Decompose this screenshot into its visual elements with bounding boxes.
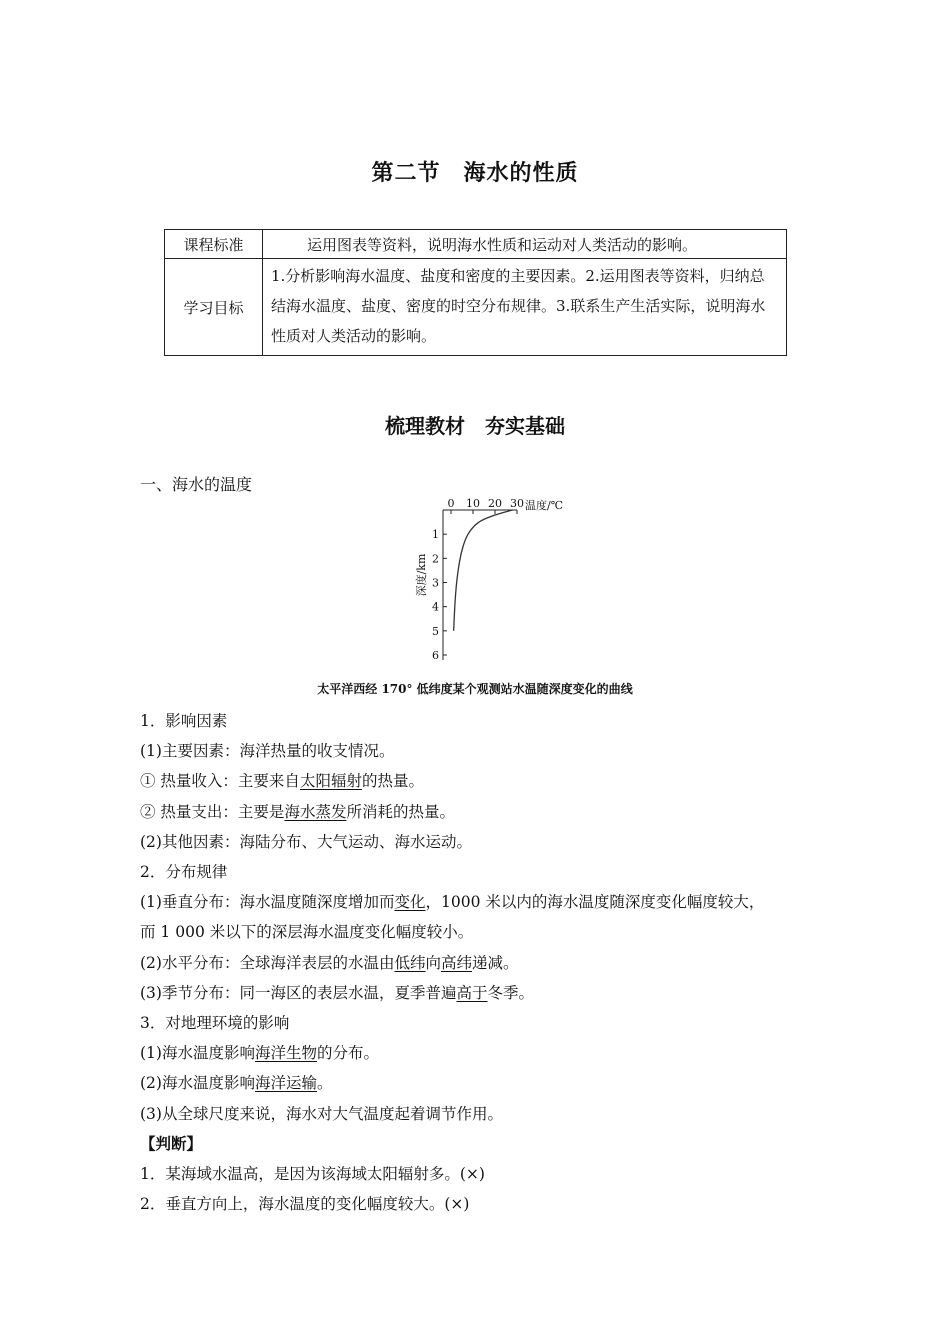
standards-header: 课程标准: [165, 230, 263, 259]
heading-ocean-temperature: 一、海水的温度: [140, 475, 253, 494]
paragraph: (2)水平分布：全球海洋表层的水温由低纬向高纬递减。: [140, 953, 519, 972]
judge-item: 2．垂直方向上，海水温度的变化幅度较大。(×): [140, 1195, 470, 1214]
answer-blank: 变化: [394, 893, 426, 912]
answer-blank: 低纬: [394, 953, 426, 972]
judge-item: 1．某海域水温高，是因为该海域太阳辐射多。(×): [140, 1165, 485, 1184]
paragraph: (3)从全球尺度来说，海水对大气温度起着调节作用。: [140, 1104, 503, 1123]
table-row: [165, 259, 787, 356]
temperature-depth-chart: [405, 495, 585, 670]
paragraph: (2)其他因素：海陆分布、大气运动、海水运动。: [140, 832, 472, 851]
paragraph: ② 热量支出：主要是海水蒸发所消耗的热量。: [140, 802, 455, 821]
subsection-title: 2．分布规律: [140, 863, 228, 882]
x-axis-label: 温度/℃: [525, 499, 564, 512]
paragraph: (1)垂直分布：海水温度随深度增加而变化，1000 米以内的海水温度随深度变化幅度较大，: [140, 893, 765, 912]
paragraph: (3)季节分布：同一海区的表层水温，夏季普遍高于冬季。: [140, 983, 534, 1002]
objectives-header: 学习目标: [165, 259, 263, 356]
paragraph: (2)海水温度影响海洋运输。: [140, 1074, 333, 1093]
paragraph: (1)主要因素：海洋热量的收支情况。: [140, 742, 395, 761]
answer-blank: 太阳辐射: [299, 772, 362, 791]
paragraph: 而 1 000 米以下的深层海水温度变化幅度较小。: [140, 923, 474, 942]
y-tick-label: 1: [432, 528, 439, 542]
objectives-content: 1.分析影响海水温度、盐度和密度的主要因素。2.运用图表等资料，归纳总结海水温度、盐度、密度的时空分布规律。3.联系生产生活实际，说明海水性质对人类活动的影响。: [263, 259, 787, 356]
subsection-title: 1．影响因素: [140, 712, 228, 730]
answer-blank: 高于: [456, 983, 488, 1002]
answer-blank: 海洋运输: [254, 1074, 317, 1093]
paragraph: (1)海水温度影响海洋生物的分布。: [140, 1044, 379, 1063]
section-title: 梳理教材 夯实基础: [385, 414, 565, 438]
answer-blank: 海水蒸发: [284, 802, 347, 821]
standards-content: 运用图表等资料，说明海水性质和运动对人类活动的影响。: [263, 230, 787, 259]
y-axis-label: 深度/km: [415, 553, 428, 597]
y-ticks: [432, 528, 447, 662]
judge-label: 【判断】: [140, 1134, 203, 1153]
answer-blank: 高纬: [441, 953, 473, 972]
body-text: [140, 706, 810, 1219]
y-tick-label: 2: [432, 552, 439, 566]
chart-caption: 太平洋西经 170° 低纬度某个观测站水温随深度变化的曲线: [317, 682, 633, 696]
page-title: 第二节 海水的性质: [371, 161, 579, 186]
subsection-title: 3．对地理环境的影响: [140, 1014, 290, 1033]
x-tick-label: 10: [466, 497, 480, 510]
standards-table: [164, 229, 787, 356]
temperature-curve: [454, 510, 513, 631]
paragraph: ① 热量收入：主要来自太阳辐射的热量。: [140, 772, 424, 791]
x-tick-label: 0: [447, 497, 455, 510]
y-tick-label: 5: [432, 624, 439, 638]
answer-blank: 海洋生物: [254, 1044, 317, 1063]
y-tick-label: 4: [432, 600, 439, 614]
x-tick-label: 30: [510, 497, 524, 510]
x-tick-label: 20: [488, 497, 502, 510]
table-row: [165, 230, 787, 259]
y-tick-label: 6: [432, 649, 439, 662]
y-tick-label: 3: [432, 576, 439, 590]
x-ticks: [448, 497, 525, 514]
